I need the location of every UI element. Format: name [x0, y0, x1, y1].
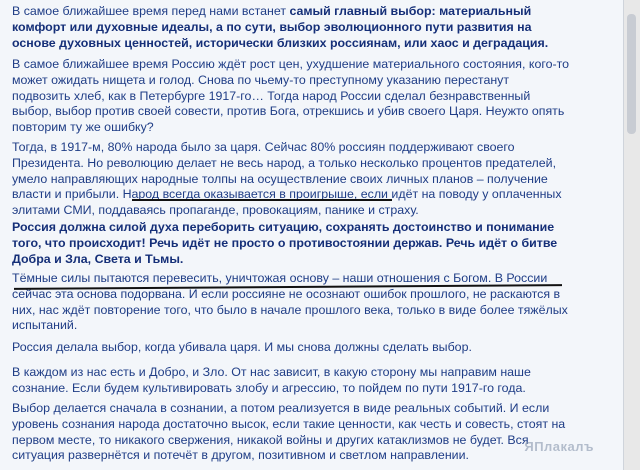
- text-line: умело направляющих народные толпы на осуществление своих личных планов – получение: [12, 171, 548, 186]
- text-line: Россия делала выбор, когда убивала царя. И мы снова должны сделать выбор.: [12, 340, 472, 354]
- hand-underline: [132, 199, 392, 201]
- text-line: выбор, выбор против своей совести, против Бога, отрекшись и убив своего Царя. Неужто опять: [12, 104, 565, 119]
- paragraph-7: [12, 365, 612, 397]
- text-line: В самое ближайшее время Россию ждёт рост цен, ухудшение материального состояния, кого-то: [12, 57, 570, 71]
- text-line: В самое ближайшее время перед нами встанет самый главный выбор: материальный: [12, 4, 532, 18]
- paragraph-4-bold: [12, 220, 612, 267]
- text-line: Президента. Но революцию делает не весь народ, а только несколько процентов предателей,: [12, 155, 557, 170]
- text-line: уровень сознания народа достаточно высок, если такие ценности, как честь и совесть, стоят на: [12, 416, 566, 431]
- text-line: В каждом из нас есть и Добро, и Зло. От нас зависит, в какую сторону мы направим наше: [12, 365, 531, 379]
- emphasis-text: самый главный выбор: материальный: [289, 4, 532, 18]
- text-line: Добра и Зла, Света и Тьмы.: [12, 251, 184, 266]
- text-line: Россия должна силой духа переборить ситуацию, сохранять достоинство и понимание: [12, 220, 555, 234]
- paragraph-8: [12, 401, 612, 464]
- text-line: Тёмные силы пытаются перевесить, уничтожая основу – наши отношения с Богом. В России: [12, 271, 548, 285]
- text-line: может ожидать нищета и голод. Снова по чьему-то преступному указанию перестанут: [12, 72, 510, 87]
- text-line: основе духовных ценностей, исторически близких россиянам, или хаос и деградация.: [12, 35, 549, 50]
- text-line: подвозить хлеб, как в Петербурге 1917-го… Тогда народ России сделал безнравственный: [12, 88, 531, 103]
- vertical-scrollbar[interactable]: [623, 0, 640, 470]
- text-line: власти и прибыли. Народ всегда оказывается в проигрыше, если идёт на поводу у оплаченных: [12, 187, 562, 202]
- text-line: ситуация развернётся и потечёт в другом, позитивном и светлом направлении.: [12, 448, 469, 463]
- text-line: того, что происходит! Речь идёт не просто о противостоянии держав. Речь идёт о битве: [12, 235, 558, 250]
- text-line: них, нас ждёт повторение того, что было в начале прошлого века, только в виде более тяжёлых: [12, 302, 568, 317]
- text-line: сейчас эта основа подорвана. И если россияне не осознают ошибок прошлого, не раскаются в: [12, 286, 561, 301]
- text-line: элитами СМИ, поддаваясь пропаганде, провокациям, панике и страху.: [12, 203, 419, 218]
- text-line: Тогда, в 1917-м, 80% народа было за царя. Сейчас 80% россиян поддерживают своего: [12, 140, 515, 154]
- watermark-logo: ЯПлакалъ: [524, 439, 594, 454]
- paragraph-2: [12, 57, 612, 136]
- paragraph-1: [12, 4, 612, 51]
- text-line: Выбор делается сначала в сознании, а потом реализуется в виде реальных событий. И если: [12, 401, 550, 415]
- paragraph-6: [12, 340, 612, 356]
- scrollbar-thumb[interactable]: [627, 14, 636, 134]
- text-line: первом месте, то никакого свержения, никакой войны и других катаклизмов не будет. Вся: [12, 432, 529, 447]
- text-line: комфорт или духовные идеалы, а по сути, выбор эволюционного пути развития на: [12, 19, 532, 34]
- text-line: сознание. Если будем культивировать злобу и агрессию, то пойдем по пути 1917-го года.: [12, 380, 526, 395]
- paragraph-3: [12, 140, 612, 219]
- text-line: испытаний.: [12, 318, 78, 333]
- paragraph-5: [12, 271, 612, 334]
- text-line: повторим ту же ошибку?: [12, 120, 154, 135]
